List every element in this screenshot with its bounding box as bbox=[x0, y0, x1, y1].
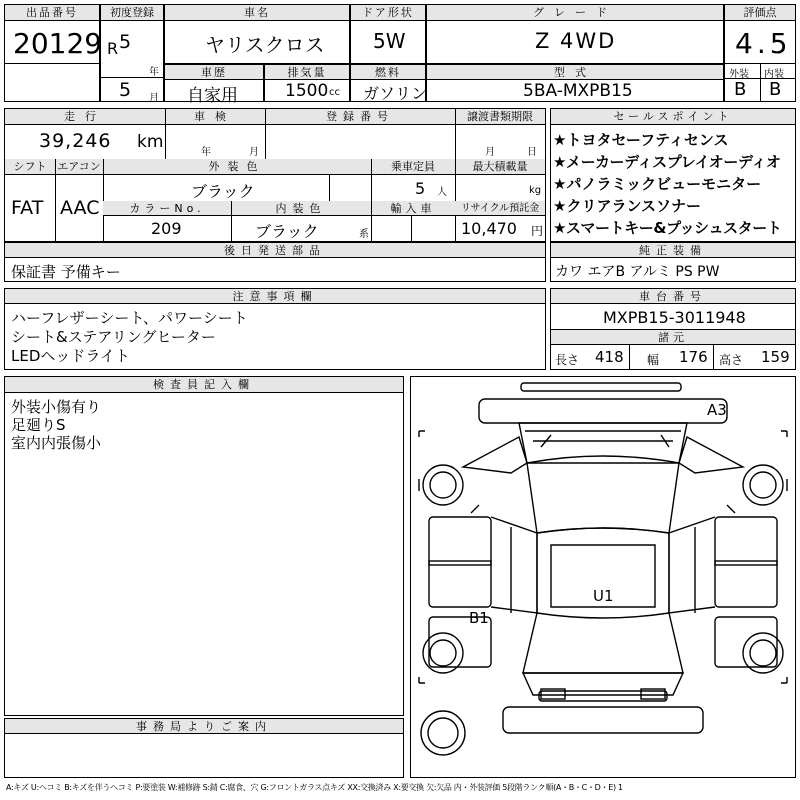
equipment: カワ エアB アルミ PS PW bbox=[555, 264, 720, 280]
year-unit: 年 bbox=[149, 67, 159, 78]
ext-grade: B bbox=[734, 79, 747, 100]
office-label: 事務局よりご案内 bbox=[5, 719, 403, 734]
grade: Z 4WD bbox=[535, 29, 617, 53]
car-name-label: 車名 bbox=[165, 5, 349, 21]
model: 5BA-MXPB15 bbox=[523, 81, 633, 101]
recycle-label: リサイクル預託金 bbox=[455, 201, 545, 216]
int-grade: B bbox=[769, 79, 782, 100]
width-label: 幅 bbox=[647, 353, 660, 367]
capacity-label: 乗車定員 bbox=[371, 159, 455, 175]
shift-label: シフト bbox=[5, 159, 55, 175]
int-color-label: 内装色 bbox=[231, 201, 371, 216]
damage-mark: U1 bbox=[593, 587, 614, 605]
import-label: 輸入車 bbox=[371, 201, 455, 216]
era: R bbox=[107, 39, 119, 58]
lot-box bbox=[4, 4, 103, 102]
vehicle-info-grid bbox=[4, 108, 546, 242]
sales-points-box bbox=[550, 108, 796, 242]
displacement: 1500 bbox=[285, 81, 329, 101]
ac-label: エアコン bbox=[55, 159, 103, 175]
car-outline-drawing bbox=[411, 377, 795, 777]
fuel-box bbox=[350, 64, 426, 102]
car-name: ヤリスクロス bbox=[205, 33, 325, 57]
damage-mark: A3 bbox=[707, 401, 727, 419]
damage-mark: B1 bbox=[469, 609, 489, 627]
sales-point-item: ★メーカーディスプレイオーディオ bbox=[553, 153, 781, 171]
first-reg-label: 初度登録 bbox=[101, 5, 163, 21]
door-type: 5W bbox=[373, 29, 406, 53]
width: 176 bbox=[679, 348, 708, 366]
int-color-suffix: 系 bbox=[359, 229, 369, 240]
lot-label: 出品番号 bbox=[5, 5, 99, 21]
transfer-day-unit: 日 bbox=[527, 147, 537, 158]
office-box bbox=[4, 718, 404, 778]
model-box bbox=[426, 64, 724, 102]
recycle: 10,470 bbox=[461, 219, 517, 238]
score-label: 評価点 bbox=[725, 5, 795, 21]
sales-point-item: ★パノラミックビューモニター bbox=[553, 175, 762, 193]
model-label: 型式 bbox=[427, 65, 723, 80]
first-reg-box bbox=[100, 4, 164, 102]
displacement-unit: cc bbox=[329, 87, 340, 98]
notes-line: ハーフレザーシート、パワーシート bbox=[11, 309, 248, 327]
later-parts: 保証書 予備キー bbox=[11, 263, 121, 281]
sales-points-label: セールスポイント bbox=[551, 109, 795, 125]
equipment-label: 純正装備 bbox=[551, 243, 795, 258]
legend: A:キズ U:ヘコミ B:キズを伴うヘコミ P:要塗装 W:補修跡 S:錆 C:腐食、穴 G:フロントガラス点キズ XX:交換済み X:要交換 欠:欠品 内・外装評価 5段階ランク順(A・B・C・D・E) 1 bbox=[6, 783, 623, 792]
recycle-unit: 円 bbox=[531, 224, 544, 238]
later-parts-box bbox=[4, 242, 546, 282]
displacement-box bbox=[264, 64, 350, 102]
transfer-label: 譲渡書類期限 bbox=[455, 109, 545, 125]
inspection-month-unit: 月 bbox=[249, 147, 259, 158]
grade-box bbox=[426, 4, 724, 64]
int-color: ブラック bbox=[255, 222, 319, 241]
capacity-unit: 人 bbox=[437, 187, 447, 198]
inspector-line: 室内内張傷小 bbox=[11, 434, 102, 452]
reg-no-label: 登録番号 bbox=[265, 109, 455, 125]
grade-label: グレード bbox=[427, 5, 723, 21]
notes-label: 注意事項欄 bbox=[5, 289, 545, 304]
shift: FAT bbox=[11, 197, 44, 219]
history-label: 車歴 bbox=[165, 65, 263, 80]
height-label: 高さ bbox=[719, 353, 744, 367]
mileage-label: 走行 bbox=[5, 109, 165, 125]
history-box bbox=[164, 64, 264, 106]
door-label: ドア形状 bbox=[351, 5, 425, 21]
score: 4.5 bbox=[735, 27, 792, 60]
height: 159 bbox=[761, 348, 790, 366]
displacement-label: 排気量 bbox=[265, 65, 349, 80]
color-no-label: カラーNo. bbox=[103, 201, 231, 216]
chassis-label: 車台番号 bbox=[551, 289, 795, 304]
transfer-month-unit: 月 bbox=[485, 147, 495, 158]
chassis-box bbox=[550, 288, 796, 370]
inspector-label: 検査員記入欄 bbox=[5, 377, 403, 393]
color-no: 209 bbox=[151, 219, 182, 238]
inspector-line: 足廻りS bbox=[11, 416, 66, 434]
history: 自家用 bbox=[187, 86, 238, 106]
reg-month: 5 bbox=[119, 79, 132, 101]
ac: AAC bbox=[60, 197, 100, 219]
reg-year: 5 bbox=[119, 31, 132, 53]
inspector-line: 外装小傷有り bbox=[11, 398, 102, 416]
inspector-box bbox=[4, 376, 404, 716]
sales-point-item: ★トヨタセーフティセンス bbox=[553, 131, 729, 149]
mileage-unit: km bbox=[137, 132, 164, 152]
load-label: 最大積載量 bbox=[455, 159, 545, 175]
int-label: 内装 bbox=[764, 69, 784, 80]
fuel-label: 燃料 bbox=[351, 65, 425, 80]
equipment-box bbox=[550, 242, 796, 282]
sales-point-item: ★スマートキー&プッシュスタート bbox=[553, 219, 782, 237]
inspection-year-unit: 年 bbox=[201, 147, 211, 158]
door-box bbox=[350, 4, 426, 64]
month-unit: 月 bbox=[149, 93, 159, 104]
capacity: 5 bbox=[415, 179, 426, 198]
chassis-number: MXPB15-3011948 bbox=[603, 308, 746, 327]
length-label: 長さ bbox=[555, 353, 580, 367]
sales-point-item: ★クリアランスソナー bbox=[553, 197, 701, 215]
length: 418 bbox=[595, 348, 624, 366]
car-diagram bbox=[410, 376, 796, 778]
score-box bbox=[724, 4, 796, 102]
notes-line: シート&ステアリングヒーター bbox=[11, 328, 216, 346]
notes-box bbox=[4, 288, 546, 370]
later-parts-label: 後日発送部品 bbox=[5, 243, 545, 258]
inspection-label: 車検 bbox=[165, 109, 265, 125]
fuel: ガソリン bbox=[363, 84, 428, 103]
ext-label: 外装 bbox=[729, 69, 749, 80]
ext-color: ブラック bbox=[191, 182, 255, 201]
color-label: 外装色 bbox=[103, 159, 371, 175]
notes-line: LEDヘッドライト bbox=[11, 347, 130, 365]
car-name-box bbox=[164, 4, 350, 64]
mileage: 39,246 bbox=[39, 130, 112, 152]
dims-label: 諸元 bbox=[551, 330, 795, 345]
load-unit: kg bbox=[529, 185, 542, 196]
lot-number: 20129 bbox=[13, 27, 103, 60]
